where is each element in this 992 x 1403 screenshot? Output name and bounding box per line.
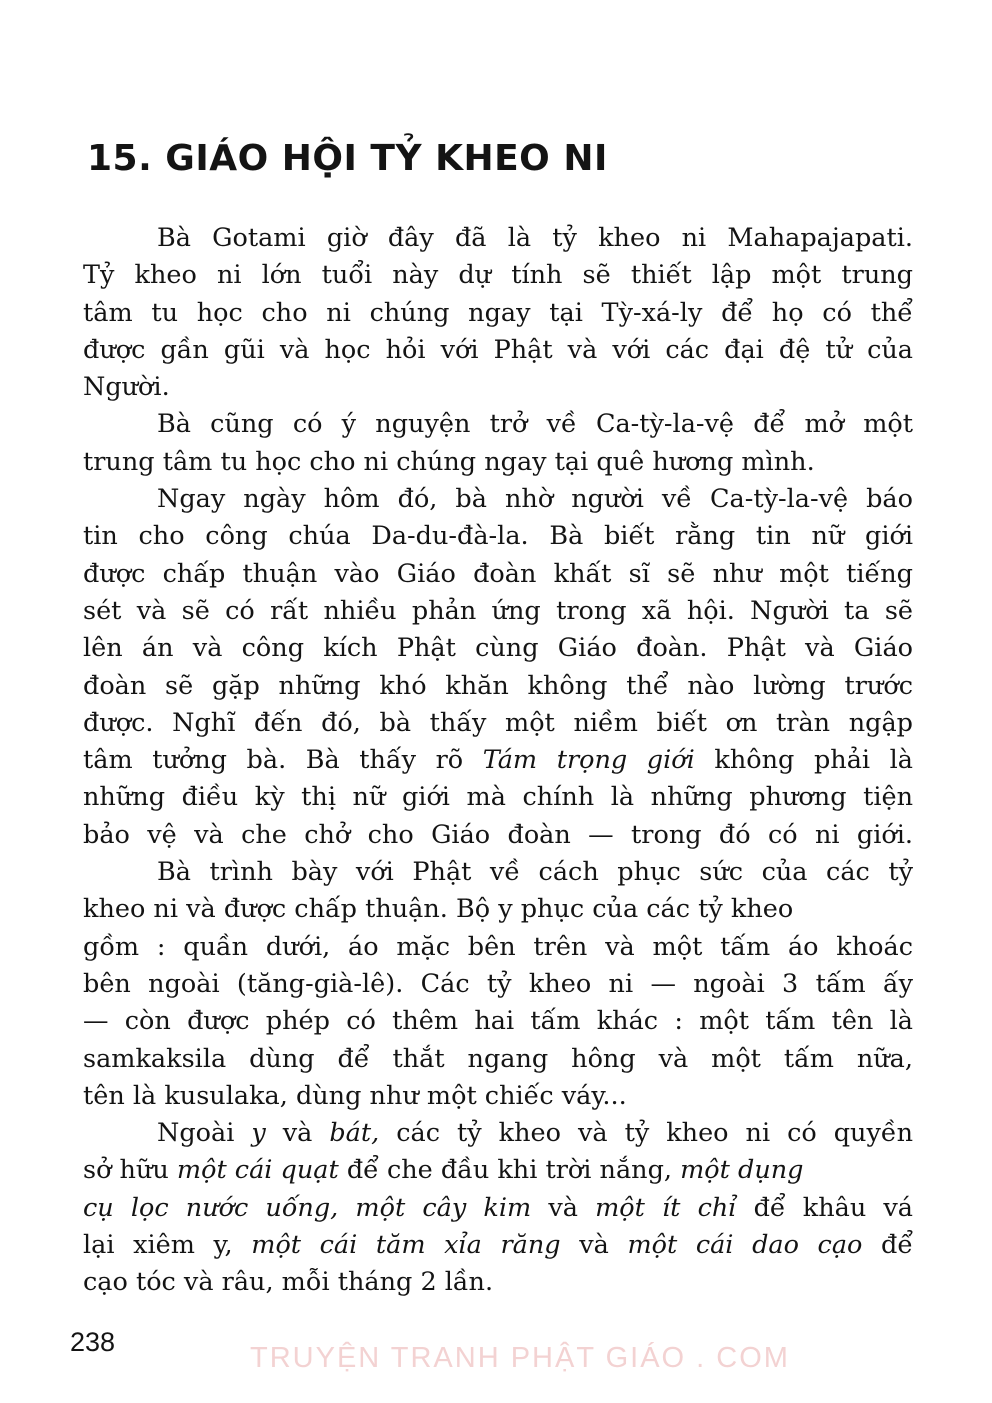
text-line: được chấp thuận vào Giáo đoàn khất sĩ sẽ như một tiếng xyxy=(83,558,913,589)
text-line: Tỷ kheo ni lớn tuổi này dự tính sẽ thiết lập một trung xyxy=(83,260,913,291)
watermark: TRUYỆN TRANH PHẬT GIÁO . COM xyxy=(250,1342,790,1374)
text-line: tên là kusulaka, dùng như một chiếc váy... xyxy=(83,1080,627,1111)
text-line: lại xiêm y, một cái tăm xỉa răng và một cái dao cạo để xyxy=(83,1230,914,1261)
text-line: tin cho công chúa Da-du-đà-la. Bà biết rằng tin nữ giới xyxy=(83,521,913,552)
page-number: 238 xyxy=(70,1327,116,1357)
text-line: những điều kỳ thị nữ giới mà chính là những phương tiện xyxy=(83,782,913,813)
text-line: được. Nghĩ đến đó, bà thấy một niềm biết ơn tràn ngập xyxy=(83,707,913,738)
text-line: sở hữu một cái quạt để che đầu khi trời nắng, một dụng xyxy=(83,1155,804,1186)
text-line: Người. xyxy=(83,372,170,403)
text-line: tâm tưởng bà. Bà thấy rõ Tám trọng giới không phải là xyxy=(83,745,913,776)
text-line: được gần gũi và học hỏi với Phật và với các đại đệ tử của xyxy=(83,334,913,365)
text-line: Bà Gotami giờ đây đã là tỷ kheo ni Mahapajapati. xyxy=(157,223,913,253)
text-line: Bà trình bày với Phật về cách phục sức của các tỷ xyxy=(157,857,913,888)
text-line: cụ lọc nước uống, một cây kim và một ít chỉ để khâu vá xyxy=(83,1192,913,1223)
text-line: samkaksila dùng để thắt ngang hông và một tấm nữa, xyxy=(83,1043,913,1074)
text-line: bảo vệ và che chở cho Giáo đoàn — trong đó có ni giới. xyxy=(83,819,913,850)
text-line: kheo ni và được chấp thuận. Bộ y phục của các tỷ kheo xyxy=(83,894,794,925)
text-line: trung tâm tu học cho ni chúng ngay tại quê hương mình. xyxy=(83,446,815,477)
text-line: Ngay ngày hôm đó, bà nhờ người về Ca-tỳ-la-vệ báo xyxy=(157,484,913,515)
chapter-title: 15. GIÁO HỘI TỶ KHEO NI xyxy=(87,138,608,179)
text-line: sét và sẽ có rất nhiều phản ứng trong xã hội. Người ta sẽ xyxy=(83,595,913,626)
text-line: bên ngoài (tăng-già-lê). Các tỷ kheo ni — ngoài 3 tấm ấy xyxy=(83,968,913,999)
text-line: lên án và công kích Phật cùng Giáo đoàn. Phật và Giáo xyxy=(83,633,913,664)
text-line: đoàn sẽ gặp những khó khăn không thể nào lường trước xyxy=(83,670,913,701)
text-line: — còn được phép có thêm hai tấm khác : một tấm tên là xyxy=(83,1006,913,1037)
text-line: Ngoài y và bát, các tỷ kheo và tỷ kheo ni có quyền xyxy=(157,1118,913,1149)
text-line: gồm : quần dưới, áo mặc bên trên và một tấm áo khoác xyxy=(83,931,913,962)
chapter-body xyxy=(83,220,913,1302)
text-line: cạo tóc và râu, mỗi tháng 2 lần. xyxy=(83,1267,494,1298)
text-line: Bà cũng có ý nguyện trở về Ca-tỳ-la-vệ để mở một xyxy=(157,409,913,440)
text-line: tâm tu học cho ni chúng ngay tại Tỳ-xá-ly để họ có thể xyxy=(83,297,913,328)
